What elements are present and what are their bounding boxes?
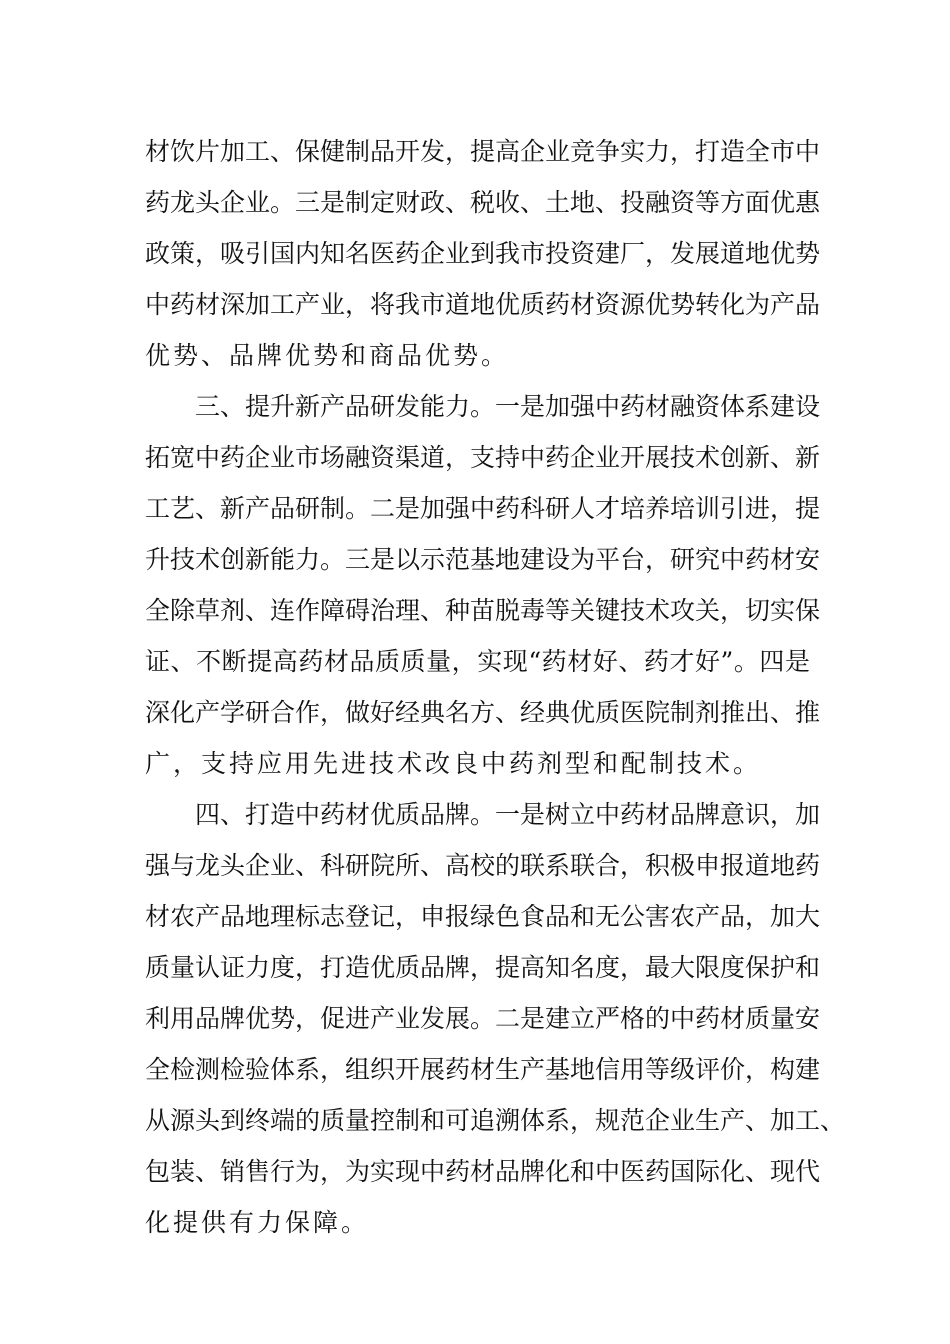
- text-line: 证、不断提高药材品质质量，实现“药材好、药才好”。四是: [145, 647, 810, 676]
- text-line: 拓宽中药企业市场融资渠道，支持中药企业开展技术创新、新: [145, 443, 821, 472]
- text-line: 全除草剂、连作障碍治理、种苗脱毒等关键技术攻关，切实保: [145, 596, 821, 625]
- section-heading-line: 四、打造中药材优质品牌。一是树立中药材品牌意识，加: [195, 800, 821, 829]
- text-line: 从源头到终端的质量控制和可追溯体系，规范企业生产、加工、: [145, 1106, 846, 1135]
- text-line: 利用品牌优势，促进产业发展。二是建立严格的中药材质量安: [145, 1004, 821, 1033]
- text-line: 深化产学研合作，做好经典名方、经典优质医院制剂推出、推: [145, 698, 821, 727]
- text-line: 材饮片加工、保健制品开发，提高企业竞争实力，打造全市中: [145, 137, 821, 166]
- section-heading-line: 三、提升新产品研发能力。一是加强中药材融资体系建设: [195, 392, 821, 421]
- text-line: 质量认证力度，打造优质品牌，提高知名度，最大限度保护和: [145, 953, 821, 982]
- text-line: 升技术创新能力。三是以示范基地建设为平台，研究中药材安: [145, 545, 821, 574]
- body-text: [145, 130, 846, 1252]
- text-line: 强与龙头企业、科研院所、高校的联系联合，积极申报道地药: [145, 851, 821, 880]
- text-line: 广，支持应用先进技术改良中药剂型和配制技术。: [145, 749, 762, 778]
- text-line: 优势、品牌优势和商品优势。: [145, 341, 510, 370]
- text-line: 政策，吸引国内知名医药企业到我市投资建厂，发展道地优势: [145, 239, 821, 268]
- text-line: 化提供有力保障。: [145, 1208, 370, 1237]
- text-line: 全检测检验体系，组织开展药材生产基地信用等级评价，构建: [145, 1055, 821, 1084]
- text-line: 包装、销售行为，为实现中药材品牌化和中医药国际化、现代: [145, 1157, 821, 1186]
- text-line: 中药材深加工产业，将我市道地优质药材资源优势转化为产品: [145, 290, 821, 319]
- text-line: 药龙头企业。三是制定财政、税收、土地、投融资等方面优惠: [145, 188, 821, 217]
- text-line: 工艺、新产品研制。二是加强中药科研人才培养培训引进，提: [145, 494, 821, 523]
- text-line: 材农产品地理标志登记，申报绿色食品和无公害农产品，加大: [145, 902, 821, 931]
